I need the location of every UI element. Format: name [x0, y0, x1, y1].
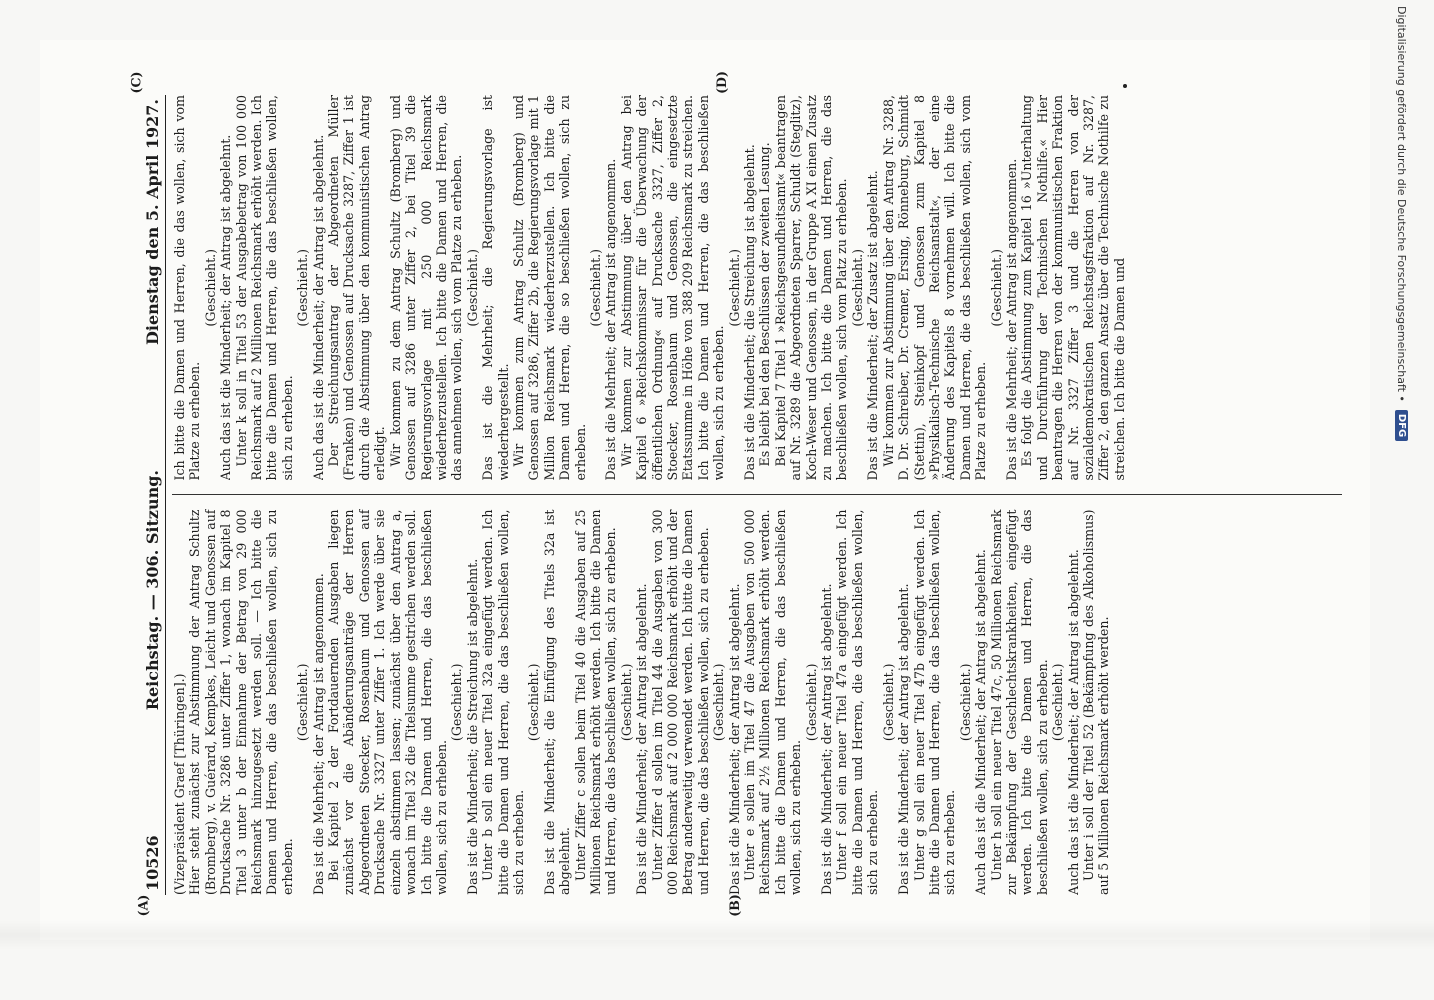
paragraph: Unter e sollen im Titel 47 die Ausgaben von 500 000 Reichsmark auf 2½ Millionen Reichsmark erhöht werden. Ich bitte die Damen und Herren, die das beschließen wollen, sich zu erheben.	[742, 509, 804, 895]
stage-direction: (Geschieht.)	[618, 663, 634, 742]
paragraph: Das ist die Minderheit; die Streichung ist abgelehnt.	[742, 144, 758, 481]
page-number: 10526	[143, 835, 162, 891]
paragraph: Das ist die Mehrheit; der Antrag ist angenommen.	[310, 573, 326, 895]
paragraph: Hier steht zunächst zur Abstimmung der Antrag Schultz (Bromberg), v. Guérard, Kempkes, Leicht und Genossen auf Drucksache Nr. 3286 unter Ziffer 1, wonach im Kapitel 8 Titel 3 unter b der Einnahme der Betrag von 29 000 Reichsmark hinzugesetzt werden soll. — Ich bitte die Damen und Herren, die das beschließen wollen, sich zu erheben.	[187, 509, 295, 895]
paragraph: Wir kommen zur Abstimmung über den Antrag Nr. 3288, D. Dr. Schreiber, Dr. Cremer, Ersing, Rönneburg, Schmidt (Stettin), Steinkopf und Genossen zum Kapitel 8 »Physikalisch-Technische Reichsanstalt«, der eine Änderung des Kapitels 8 vornehmen will. Ich bitte die Damen und Herren, die das beschließen wollen, sich vom Platze zu erheben.	[880, 95, 989, 481]
digitization-credit	[1393, 6, 1411, 996]
margin-marker-a: (A)	[135, 894, 151, 917]
text-columns	[172, 95, 1342, 895]
paragraph: (Vizepräsident Graef [Thüringen].)	[172, 673, 187, 895]
scan-speck	[1123, 84, 1127, 88]
paragraph: Unter f soll ein neuer Titel 47a eingefügt werden. Ich bitte die Damen und Herren, die das beschließen wollen, sich zu erheben.	[834, 509, 881, 895]
paragraph: Das ist die Minderheit; die Streichung ist abgelehnt.	[464, 558, 480, 895]
left-column	[172, 510, 1342, 896]
credit-text: Digitalisierung gefördert durch die Deutsche Forschungsgemeinschaft •	[1395, 6, 1409, 402]
stage-direction: (Geschieht.)	[880, 663, 896, 742]
paragraph: Das ist die Mehrheit; der Antrag ist angenommen.	[1003, 158, 1019, 481]
stage-direction: (Geschieht.)	[587, 248, 603, 327]
paragraph: Ich bitte die Damen und Herren, die das wollen, sich vom Platze zu erheben.	[172, 95, 203, 481]
paragraph: Auch das ist die Minderheit; der Antrag ist abgelehnt.	[973, 549, 989, 895]
margin-marker-d: (D)	[713, 71, 729, 94]
paragraph: Wir kommen zu dem Antrag Schultz (Bromberg) und Genossen auf 3286 unter Ziffer 2, bei Titel 39 die Regierungsvorlage mit 250 000 Reichsmark wiederherzustellen. Ich bitte die Damen und Herren, die das annehmen wollen, sich vom Platze zu erheben.	[387, 95, 465, 481]
document-page	[135, 85, 1365, 905]
paragraph: Unter k soll in Titel 53 der Ausgabebetrag von 100 000 Reichsmark auf 2 Millionen Reichsmark erhöht werden. Ich bitte die Damen und Herren, die das beschließen wollen, sich zu erheben.	[233, 95, 295, 481]
paragraph: Wir kommen zum Antrag Schultz (Bromberg) und Genossen auf 3286, Ziffer 2b, die Regierungsvorlage mit 1 Million Reichsmark wiederherzustellen. Ich bitte die Damen und Herren, die so beschließen wollen, sich zu erheben.	[510, 95, 588, 481]
paragraph: Es folgt die Abstimmung zum Kapitel 16 »Unterhaltung und Durchführung der Technischen Nothilfe.« Hier beantragen die Herren von der kommunistischen Fraktion auf Nr. 3327 Ziffer 3 und die Herren von der sozialdemokratischen Reichstagsfraktion auf Nr. 3287, Ziffer 2, den ganzen Ansatz über die Technische Nothilfe zu streichen. Ich bitte die Damen und	[1019, 95, 1127, 481]
paragraph: Auch das ist die Minderheit; der Antrag ist abgelehnt.	[310, 134, 326, 481]
stage-direction: (Geschieht.)	[957, 663, 973, 742]
paragraph: Unter Ziffer c sollen beim Titel 40 die Ausgaben auf 25 Millionen Reichsmark erhöht werden. Ich bitte die Damen und Herren, die das beschließen wollen, sich zu erheben.	[572, 509, 619, 895]
stage-direction: (Geschieht.)	[202, 248, 218, 327]
paragraph: Das ist die Minderheit; der Antrag ist abgelehnt.	[896, 583, 912, 895]
paragraph: Das ist die Minderheit; der Zusatz ist abgelehnt.	[865, 170, 881, 481]
paragraph: Das ist die Minderheit; der Antrag ist abgelehnt.	[819, 583, 835, 895]
column-divider	[172, 495, 1342, 496]
stage-direction: (Geschieht.)	[726, 248, 742, 327]
stage-direction: (Geschieht.)	[295, 663, 311, 742]
dfg-logo-icon: DFG	[1396, 410, 1409, 441]
stage-direction: (Geschieht.)	[711, 663, 727, 742]
paragraph: Unter b soll ein neuer Titel 32a eingefügt werden. Ich bitte die Damen und Herren, die das beschließen wollen, sich zu erheben.	[480, 509, 526, 895]
stage-direction: (Geschieht.)	[988, 248, 1004, 327]
paragraph: Das ist die Minderheit; der Antrag ist abgelehnt.	[726, 583, 742, 895]
right-column	[172, 95, 1342, 481]
scanned-sheet	[40, 40, 1370, 940]
scan-shadow	[0, 920, 1434, 950]
stage-direction: (Geschieht.)	[803, 663, 819, 742]
paragraph: Unter g soll ein neuer Titel 47b eingefügt werden. Ich bitte die Damen und Herren, die das beschließen wollen, sich zu erheben.	[911, 509, 958, 895]
paragraph: Der Streichungsantrag der Abgeordneten Müller (Franken) und Genossen auf Drucksache 3287, Ziffer 1 ist durch die Abstimmung über den kommunistischen Antrag erledigt.	[326, 95, 388, 481]
stage-direction: (Geschieht.)	[1050, 663, 1066, 742]
page-header	[143, 95, 166, 895]
paragraph: Unter i soll der Titel 52 (Bekämpfung des Alkoholismus) auf 5 Millionen Reichsmark erhöht werden.	[1080, 509, 1112, 895]
margin-marker-c: (C)	[128, 71, 144, 94]
stage-direction: (Geschieht.)	[295, 248, 311, 327]
stage-direction: (Geschieht.)	[449, 663, 465, 742]
paragraph: Auch das ist die Minderheit; der Antrag ist abgelehnt.	[218, 134, 234, 481]
stage-direction: (Geschieht.)	[526, 663, 542, 742]
paragraph: Das ist die Minderheit; die Einfügung des Titels 32a ist abgelehnt.	[541, 509, 573, 895]
session-date: Dienstag den 5. April 1927.	[143, 99, 162, 345]
paragraph: Das ist die Minderheit; der Antrag ist abgelehnt.	[634, 583, 650, 895]
paragraph: Das ist die Mehrheit; der Antrag ist angenommen.	[603, 158, 619, 481]
paragraph: Wir kommen zur Abstimmung über den Antrag bei Kapitel 6 »Reichskommissar für die Überwachung der öffentlichen Ordnung« auf Drucksache 3327, Ziffer 2, Stoecker, Rosenbaum und Genossen, die eingesetzte Etatssumme in Höhe von 388 209 Reichsmark zu streichen. Ich bitte die Damen und Herren, die das beschließen wollen, sich zu erheben.	[618, 95, 727, 481]
paragraph: Unter h soll ein neuer Titel 47c, 50 Millionen Reichsmark zur Bekämpfung der Geschlechtskrankheiten, eingefügt werden. Ich bitte die Damen und Herren, die das beschließen wollen, sich zu erheben.	[988, 509, 1050, 895]
stage-direction: (Geschieht.)	[849, 248, 865, 327]
paragraph: Das ist die Mehrheit; die Regierungsvorlage ist wiederhergestellt.	[480, 95, 511, 481]
margin-marker-b: (B)	[726, 894, 742, 917]
paragraph: Auch das ist die Minderheit; der Antrag ist abgelehnt.	[1065, 549, 1081, 895]
paragraph: Unter Ziffer d sollen im Titel 44 die Ausgaben von 300 000 Reichsmark auf 2 000 000 Reichsmark erhöht und der Betrag anderweitig verwendet werden. Ich bitte die Damen und Herren, die das beschließen wollen, sich zu erheben.	[649, 509, 711, 895]
paragraph: Bei Kapitel 2 der Fortdauernden Ausgaben liegen zunächst vor die Abänderungsanträge der Herren Abgeordneten Stoecker, Rosenbaum und Genossen auf Drucksache Nr. 3327 unter Ziffer 1. Ich werde über sie einzeln abstimmen lassen; zunächst über den Antrag a, wonach im Titel 32 die Titelsumme gestrichen werden soll. Ich bitte die Damen und Herren, die das beschließen wollen, sich zu erheben.	[326, 509, 449, 895]
paragraph: Es bleibt bei den Beschlüssen der zweiten Lesung.	[757, 142, 773, 467]
session-title: Reichstag. — 306. Sitzung.	[143, 470, 162, 711]
paragraph: Bei Kapitel 7 Titel 1 »Reichsgesundheitsamt« beantragen auf Nr. 3289 die Abgeordneten Sparrer, Schuldt (Steglitz), Koch-Weser und Genossen, in der Gruppe A XI einen Zusatz zu machen. Ich bitte die Damen und Herren, die das beschließen wollen, sich vom Platz zu erheben.	[772, 95, 850, 481]
stage-direction: (Geschieht.)	[464, 248, 480, 327]
